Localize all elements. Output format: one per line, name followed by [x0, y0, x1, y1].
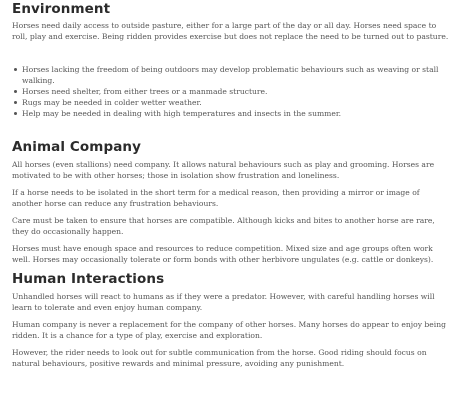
- human-interactions-paragraph: However, the rider needs to look out for subtle communication from the horse. Good riding should focus on natural behaviours, positive rewards and minimal pressure, avoiding any punishment.: [12, 348, 427, 368]
- environment-bullet: Rugs may be needed in colder wetter weather.: [22, 97, 452, 108]
- environment-bullet: Help may be needed in dealing with high temperatures and insects in the summer.: [22, 108, 452, 119]
- article-content: [12, 0, 452, 369]
- human-interactions-paragraph: Unhandled horses will react to humans as if they were a predator. However, with careful handling horses will learn to tolerate and even enjoy human company.: [12, 292, 435, 312]
- environment-section: [12, 0, 452, 119]
- animal-company-paragraph: Care must be taken to ensure that horses are compatible. Although kicks and bites to another horse are rare, they do occasionally happen.: [12, 216, 435, 236]
- animal-company-paragraph: All horses (even stallions) need company. It allows natural behaviours such as play and grooming. Horses are motivated to be with other horses; those in isolation show frustration and loneliness.: [12, 160, 435, 180]
- environment-bullet: Horses need shelter, from either trees or a manmade structure.: [22, 86, 452, 97]
- environment-heading: Environment: [12, 1, 111, 17]
- environment-bullet: Horses lacking the freedom of being outdoors may develop problematic behaviours such as weaving or stall walking.: [22, 64, 452, 86]
- animal-company-section: [12, 138, 452, 265]
- human-interactions-section: [12, 270, 452, 369]
- human-interactions-paragraph: Human company is never a replacement for the company of other horses. Many horses do appear to enjoy being ridden. It is a chance for a type of play, exercise and exploration.: [12, 320, 446, 340]
- environment-list: [12, 64, 452, 119]
- animal-company-heading: Animal Company: [12, 139, 142, 155]
- animal-company-paragraph: If a horse needs to be isolated in the short term for a medical reason, then providing a mirror or image of another horse can reduce any frustration behaviours.: [12, 188, 420, 208]
- environment-intro: Horses need daily access to outside pasture, either for a large part of the day or all day. Horses need space to roll, play and exercise. Being ridden provides exercise but does not replace the need to be turned out to pasture.: [12, 21, 449, 41]
- animal-company-paragraph: Horses must have enough space and resources to reduce competition. Mixed size and age groups often work well. Horses may occasionally tolerate or form bonds with other herbivore ungulates (e.g. cattle or donkeys).: [12, 244, 434, 264]
- human-interactions-heading: Human Interactions: [12, 271, 165, 287]
